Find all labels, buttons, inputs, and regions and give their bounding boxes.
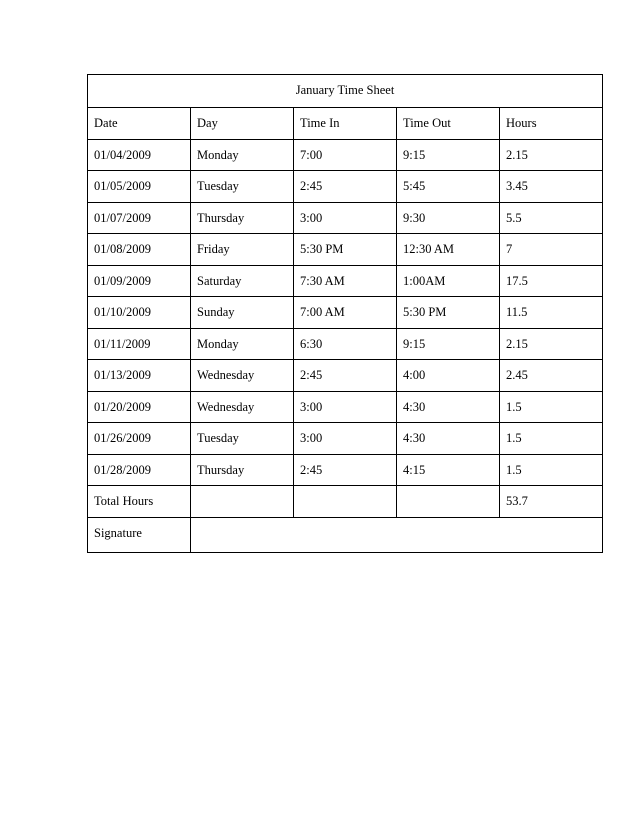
cell-date: 01/10/2009 (88, 297, 191, 329)
table-row (88, 297, 603, 329)
cell-date: 01/07/2009 (88, 202, 191, 234)
cell-time-in: 7:00 AM (294, 297, 397, 329)
header-time-out: Time Out (397, 108, 500, 140)
signature-label: Signature (88, 517, 191, 552)
cell-day: Monday (191, 328, 294, 360)
table-row (88, 391, 603, 423)
cell-time-out: 12:30 AM (397, 234, 500, 266)
cell-day: Saturday (191, 265, 294, 297)
cell-time-in: 5:30 PM (294, 234, 397, 266)
cell-date: 01/08/2009 (88, 234, 191, 266)
cell-day: Wednesday (191, 391, 294, 423)
cell-hours: 5.5 (500, 202, 603, 234)
signature-row (88, 517, 603, 552)
cell-time-in: 2:45 (294, 171, 397, 203)
cell-hours: 17.5 (500, 265, 603, 297)
table-row (88, 423, 603, 455)
header-date: Date (88, 108, 191, 140)
header-row (88, 108, 603, 140)
total-value: 53.7 (500, 486, 603, 518)
cell-hours: 3.45 (500, 171, 603, 203)
cell-hours: 1.5 (500, 391, 603, 423)
cell-time-in: 3:00 (294, 391, 397, 423)
signature-field[interactable] (191, 517, 603, 552)
cell-time-in: 3:00 (294, 423, 397, 455)
total-empty-day (191, 486, 294, 518)
cell-date: 01/11/2009 (88, 328, 191, 360)
cell-day: Tuesday (191, 171, 294, 203)
table-row (88, 360, 603, 392)
cell-hours: 2.45 (500, 360, 603, 392)
cell-hours: 2.15 (500, 139, 603, 171)
time-sheet-table (87, 74, 603, 553)
cell-time-out: 4:15 (397, 454, 500, 486)
cell-time-in: 3:00 (294, 202, 397, 234)
cell-date: 01/26/2009 (88, 423, 191, 455)
cell-day: Friday (191, 234, 294, 266)
cell-day: Thursday (191, 202, 294, 234)
cell-time-out: 5:30 PM (397, 297, 500, 329)
cell-day: Wednesday (191, 360, 294, 392)
cell-hours: 2.15 (500, 328, 603, 360)
cell-hours: 1.5 (500, 423, 603, 455)
total-empty-time-out (397, 486, 500, 518)
cell-hours: 7 (500, 234, 603, 266)
table-row (88, 139, 603, 171)
cell-time-out: 9:15 (397, 139, 500, 171)
cell-time-out: 4:30 (397, 391, 500, 423)
cell-time-out: 9:30 (397, 202, 500, 234)
cell-time-in: 7:30 AM (294, 265, 397, 297)
table-row (88, 328, 603, 360)
cell-day: Thursday (191, 454, 294, 486)
cell-day: Monday (191, 139, 294, 171)
cell-date: 01/13/2009 (88, 360, 191, 392)
table-row (88, 171, 603, 203)
table-row (88, 202, 603, 234)
header-day: Day (191, 108, 294, 140)
cell-date: 01/28/2009 (88, 454, 191, 486)
cell-day: Sunday (191, 297, 294, 329)
title-row (88, 75, 603, 108)
total-label: Total Hours (88, 486, 191, 518)
cell-day: Tuesday (191, 423, 294, 455)
table-row (88, 265, 603, 297)
cell-hours: 1.5 (500, 454, 603, 486)
cell-time-out: 4:00 (397, 360, 500, 392)
cell-date: 01/20/2009 (88, 391, 191, 423)
cell-time-out: 1:00AM (397, 265, 500, 297)
cell-time-out: 9:15 (397, 328, 500, 360)
total-row (88, 486, 603, 518)
cell-time-out: 5:45 (397, 171, 500, 203)
cell-time-in: 6:30 (294, 328, 397, 360)
table-title: January Time Sheet (88, 75, 603, 108)
header-hours: Hours (500, 108, 603, 140)
cell-hours: 11.5 (500, 297, 603, 329)
table-row (88, 234, 603, 266)
cell-time-in: 7:00 (294, 139, 397, 171)
table-row (88, 454, 603, 486)
header-time-in: Time In (294, 108, 397, 140)
cell-time-in: 2:45 (294, 360, 397, 392)
cell-time-in: 2:45 (294, 454, 397, 486)
cell-date: 01/04/2009 (88, 139, 191, 171)
total-empty-time-in (294, 486, 397, 518)
cell-time-out: 4:30 (397, 423, 500, 455)
cell-date: 01/09/2009 (88, 265, 191, 297)
cell-date: 01/05/2009 (88, 171, 191, 203)
